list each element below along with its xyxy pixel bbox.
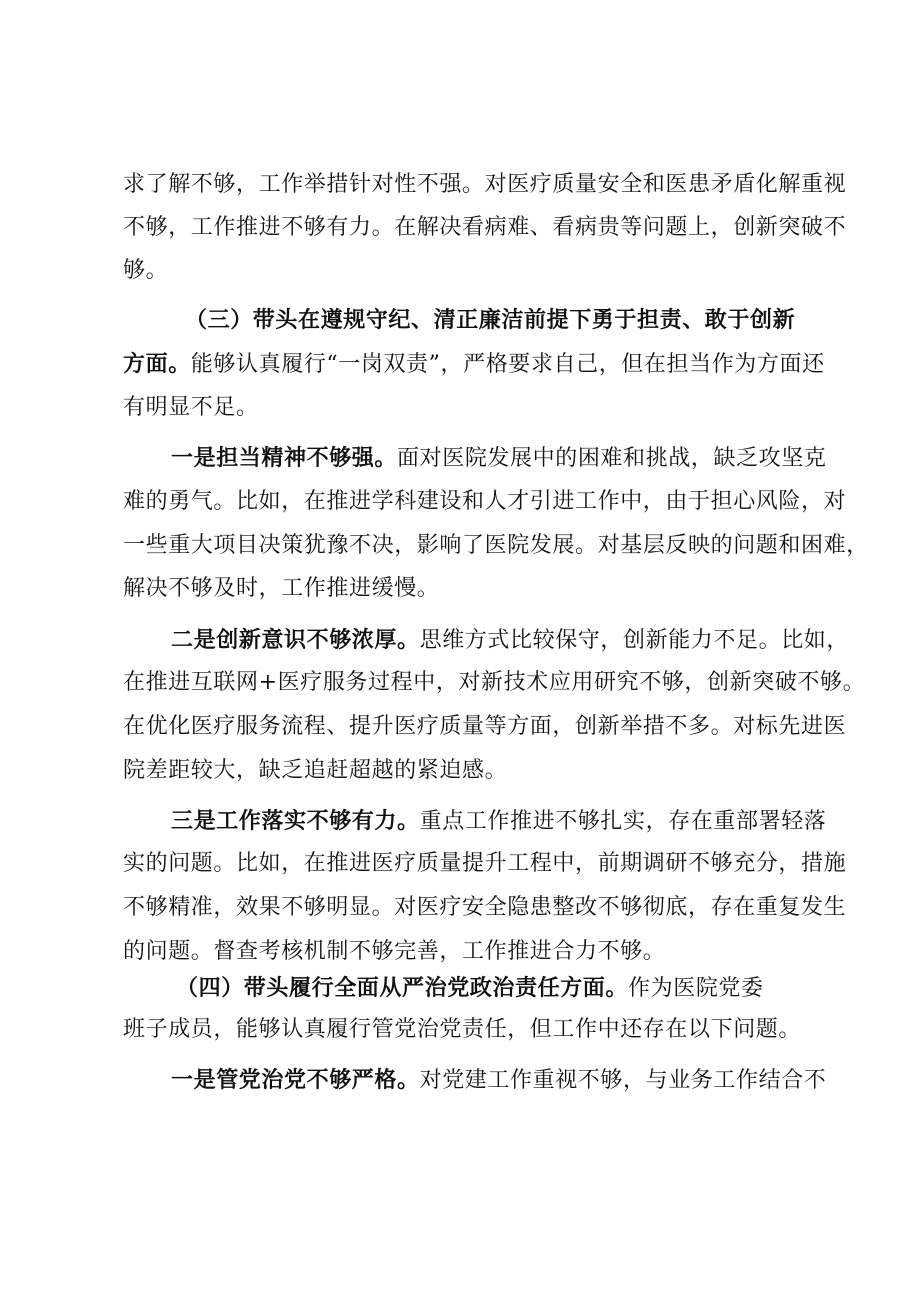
section-heading-text: （四）带头履行全面从严治党政治责任方面。 — [176, 975, 629, 1001]
paragraph-line — [123, 349, 825, 380]
point-heading-text: 一是管党治党不够严格。 — [171, 1067, 420, 1093]
paragraph-line: 难的勇气。比如，在推进学科建设和人才引进工作中，由于担心风险，对 — [123, 489, 847, 514]
paragraph-line: 不够，工作推进不够有力。在解决看病难、看病贵等问题上，创新突破不 — [123, 215, 847, 240]
section-heading-text: （三）带头在遵规守纪、清正廉洁前提下勇于担责、敢于创新 — [185, 307, 796, 333]
body-text: 思维方式比较保守，创新能力不足。比如， — [419, 628, 850, 653]
paragraph-line: 够。 — [123, 258, 169, 283]
body-text: 面对医院发展中的困难和挑战，缺乏攻坚克 — [397, 446, 827, 471]
paragraph-line: 求了解不够，工作举措针对性不强。对医疗质量安全和医患矛盾化解重视 — [123, 172, 847, 197]
body-text: 能够认真履行“一岗双责”，严格要求自己，但在担当作为方面还 — [190, 352, 825, 377]
body-text: 重点工作推进不够扎实，存在重部署轻落 — [419, 809, 827, 834]
section-heading-text: 方面。 — [123, 351, 191, 377]
section-heading-4 — [176, 973, 866, 1004]
paragraph-line: 在优化医疗服务流程、提升医疗质量等方面，创新举措不多。对标先进医 — [123, 714, 847, 739]
paragraph-line: 解决不够及时，工作推进缓慢。 — [123, 576, 440, 601]
paragraph-line: 一些重大项目决策犹豫不决，影响了医院发展。对基层反映的问题和困难， — [123, 533, 869, 558]
body-text: 对党建工作重视不够，与业务工作结合不 — [419, 1068, 827, 1093]
paragraph-line: 不够精准，效果不够明显。对医疗安全隐患整改不够彻底，存在重复发生 — [123, 895, 847, 920]
paragraph-line: 的问题。督查考核机制不够完善，工作推进合力不够。 — [123, 939, 666, 964]
paragraph-line: 有明显不足。 — [123, 395, 259, 420]
point-heading-3 — [171, 806, 861, 837]
point-heading-text: 二是创新意识不够浓厚。 — [171, 627, 420, 653]
paragraph-line: 院差距较大，缺乏追赶超越的紧迫感。 — [123, 758, 508, 783]
point-heading-2 — [171, 625, 861, 656]
point-heading-text: 一是担当精神不够强。 — [171, 445, 398, 471]
point-heading-text: 三是工作落实不够有力。 — [171, 808, 420, 834]
point-heading-1b — [171, 1065, 861, 1096]
paragraph-line: 班子成员，能够认真履行管党治党责任，但工作中还存在以下问题。 — [123, 1017, 802, 1042]
paragraph-line: 在推进互联网+医疗服务过程中，对新技术应用研究不够，创新突破不够。 — [123, 670, 866, 695]
paragraph-line: 实的问题。比如，在推进医疗质量提升工程中，前期调研不够充分，措施 — [123, 851, 847, 876]
body-text: 作为医院党委 — [628, 976, 764, 1001]
section-heading-3 — [185, 305, 875, 336]
point-heading-1 — [171, 443, 861, 474]
